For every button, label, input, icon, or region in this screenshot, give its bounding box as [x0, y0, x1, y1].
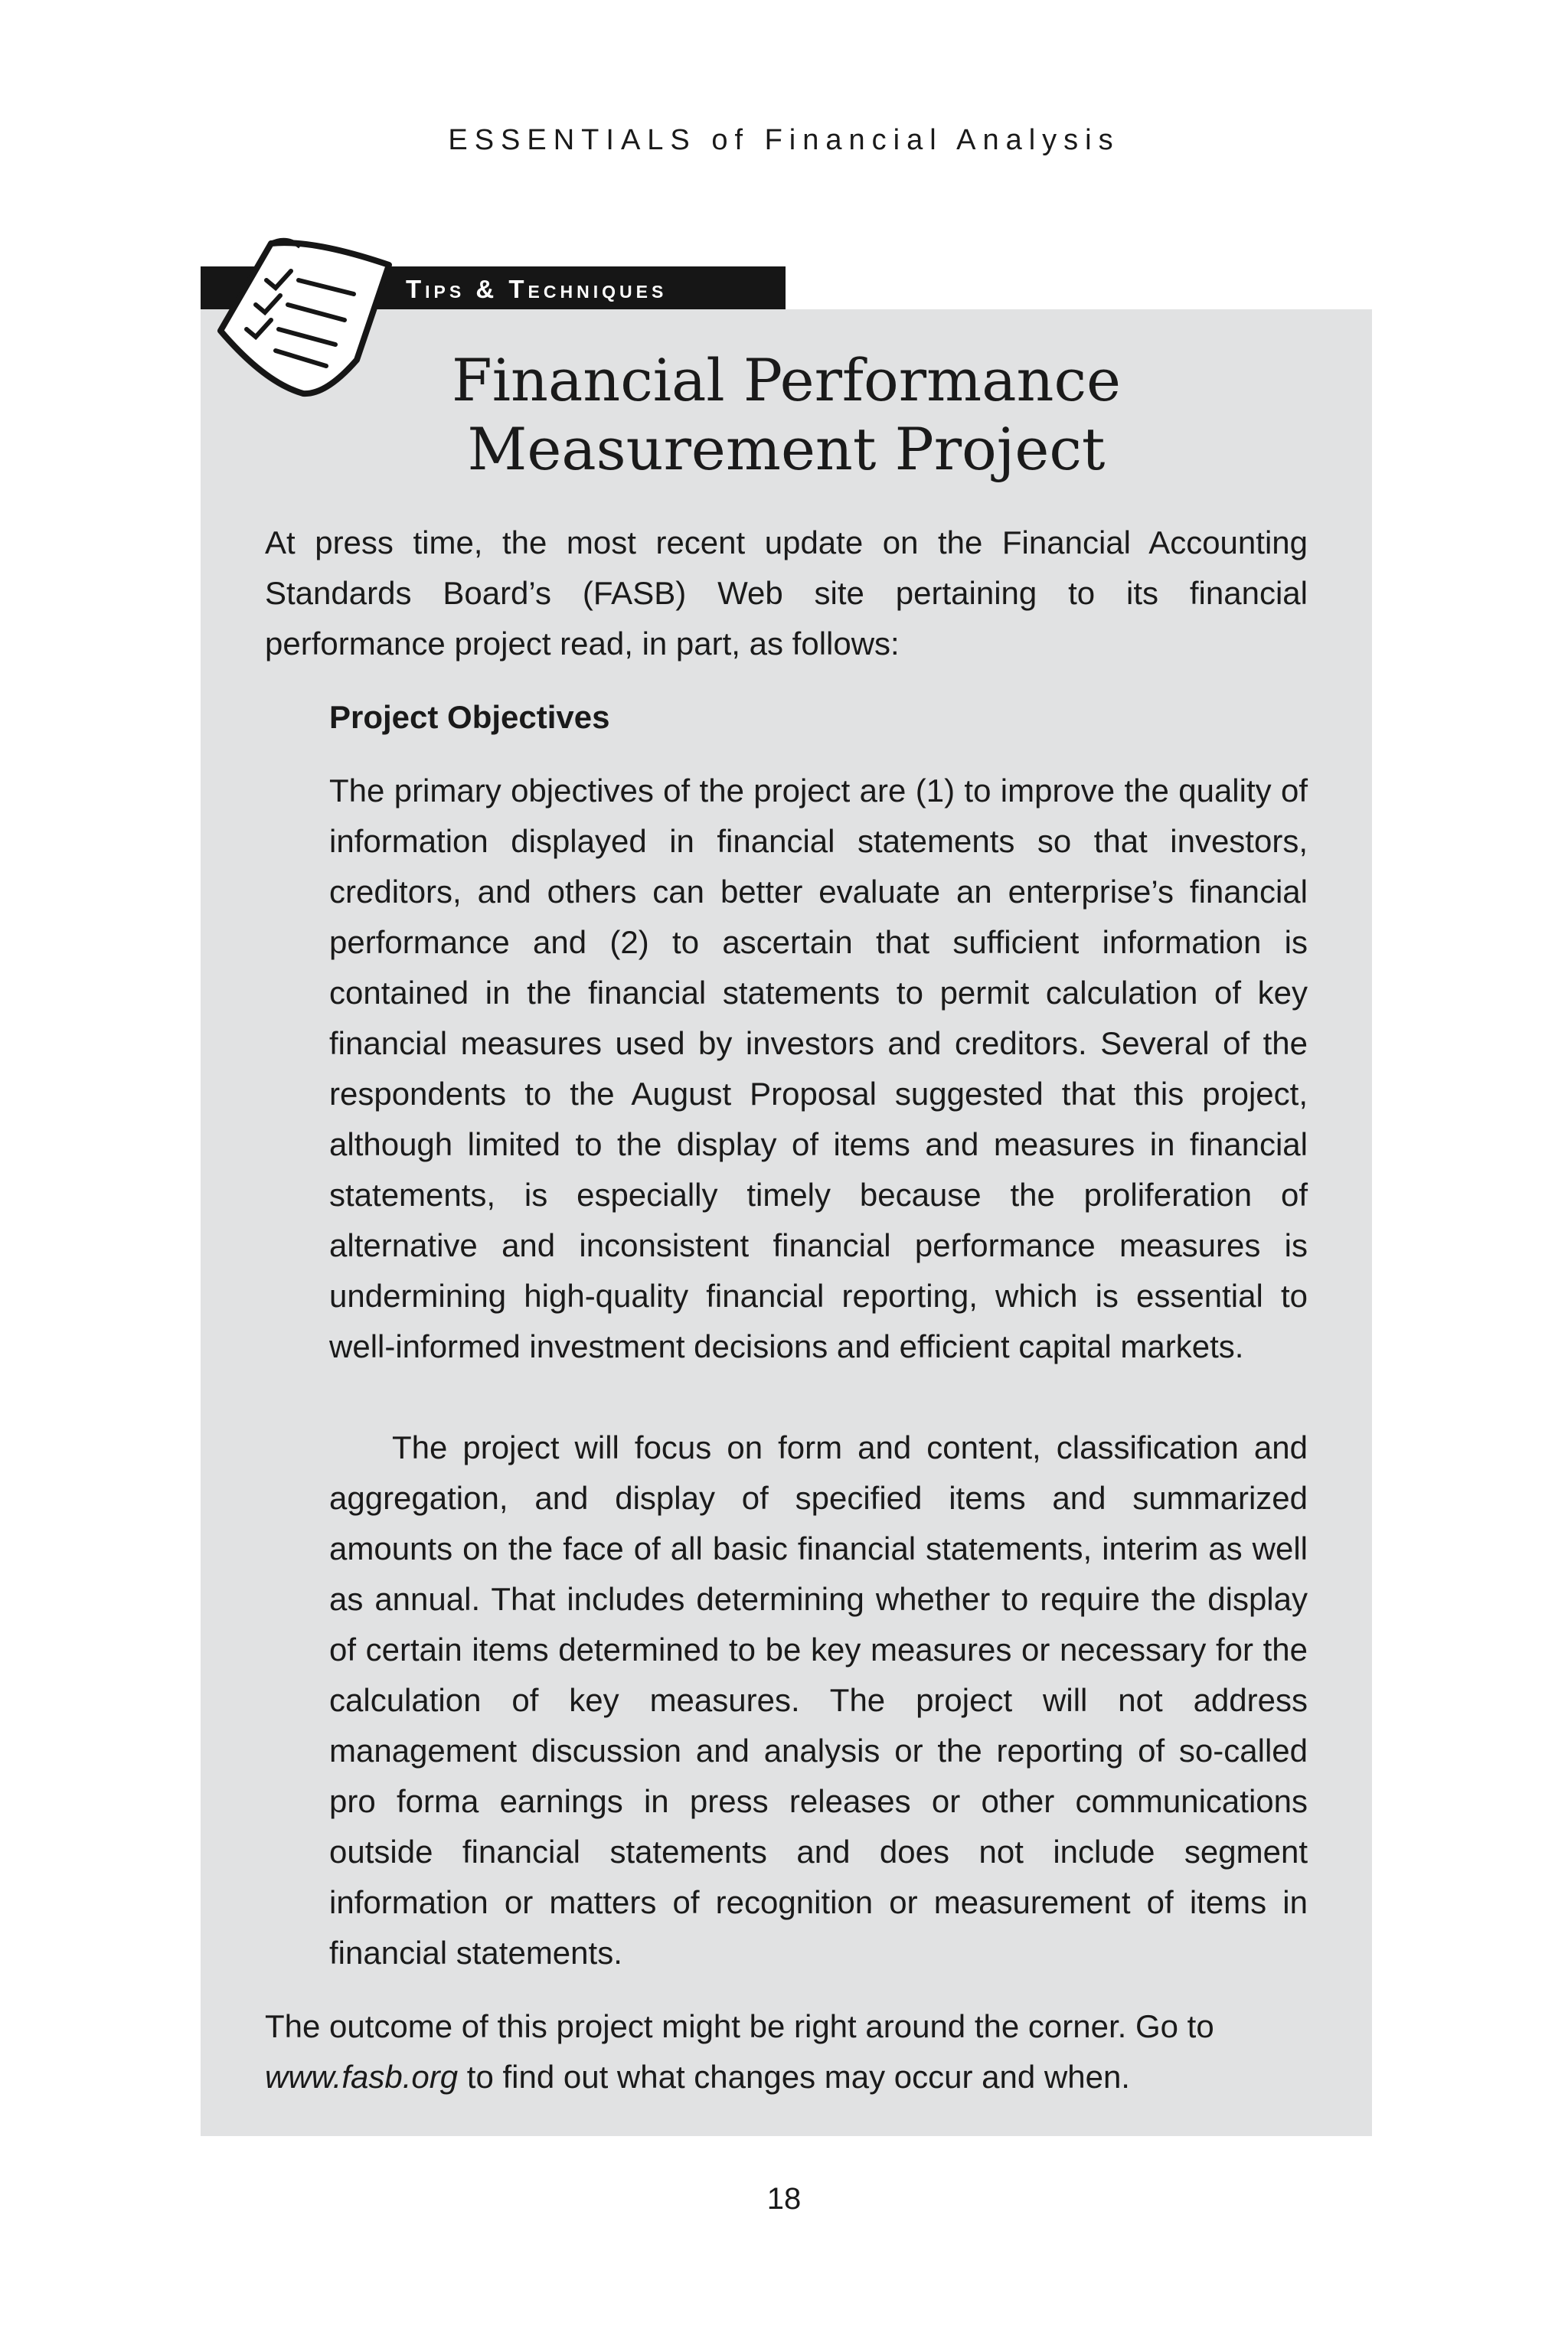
running-head: ESSENTIALS of Financial Analysis: [448, 124, 1120, 156]
sidebar-title-line-1: Financial Performance: [452, 346, 1121, 414]
sidebar-title: [201, 346, 1372, 484]
outro-paragraph: [265, 2001, 1308, 2102]
quote-paragraph-2: The project will focus on form and content, classification and aggregation, and display of specified items and summarized amounts on the face of all basic financial statements, interim as well as annual. That includes determining whether to require the display of certain items determined to be key measures or necessary for the calculation of key measures. The project will not address management discussion and analysis or the reporting of so-called pro forma earnings in press releases or other communications outside financial statements and does not include segment information or matters of recognition or measurement of items in financial statements.: [329, 1429, 1308, 1971]
quote-paragraph-1: The primary objectives of the project are (1) to improve the quality of information displayed in financial statements so that investors, creditors, and others can better evaluate an enterprise’s financial performance and (2) to ascertain that sufficient information is contained in the financial statements to permit calculation of key financial measures used by investors and creditors. Several of the respondents to the August Proposal suggested that this project, although limited to the display of items and measures in financial statements, is especially timely because the proliferation of alternative and inconsistent financial performance measures is undermining high-quality financial reporting, which is essential to well-informed investment decisions and efficient capital markets.: [329, 773, 1308, 1364]
sidebar-title-line-2: Measurement Project: [467, 415, 1106, 483]
outro-text-before: The outcome of this project might be right around the corner. Go to: [265, 2008, 1214, 2044]
page-number: 18: [766, 2182, 802, 2216]
intro-paragraph: At press time, the most recent update on the Financial Accounting Standards Board’s (FASB) Web site pertaining to its financial performance project read, in part, as follows:: [265, 524, 1308, 662]
tips-label: Tips & Techniques: [406, 275, 668, 303]
outro-text-after: to find out what changes may occur and when.: [458, 2059, 1130, 2095]
fasb-link[interactable]: www.fasb.org: [265, 2059, 459, 2095]
project-objectives-heading: Project Objectives: [329, 699, 610, 735]
